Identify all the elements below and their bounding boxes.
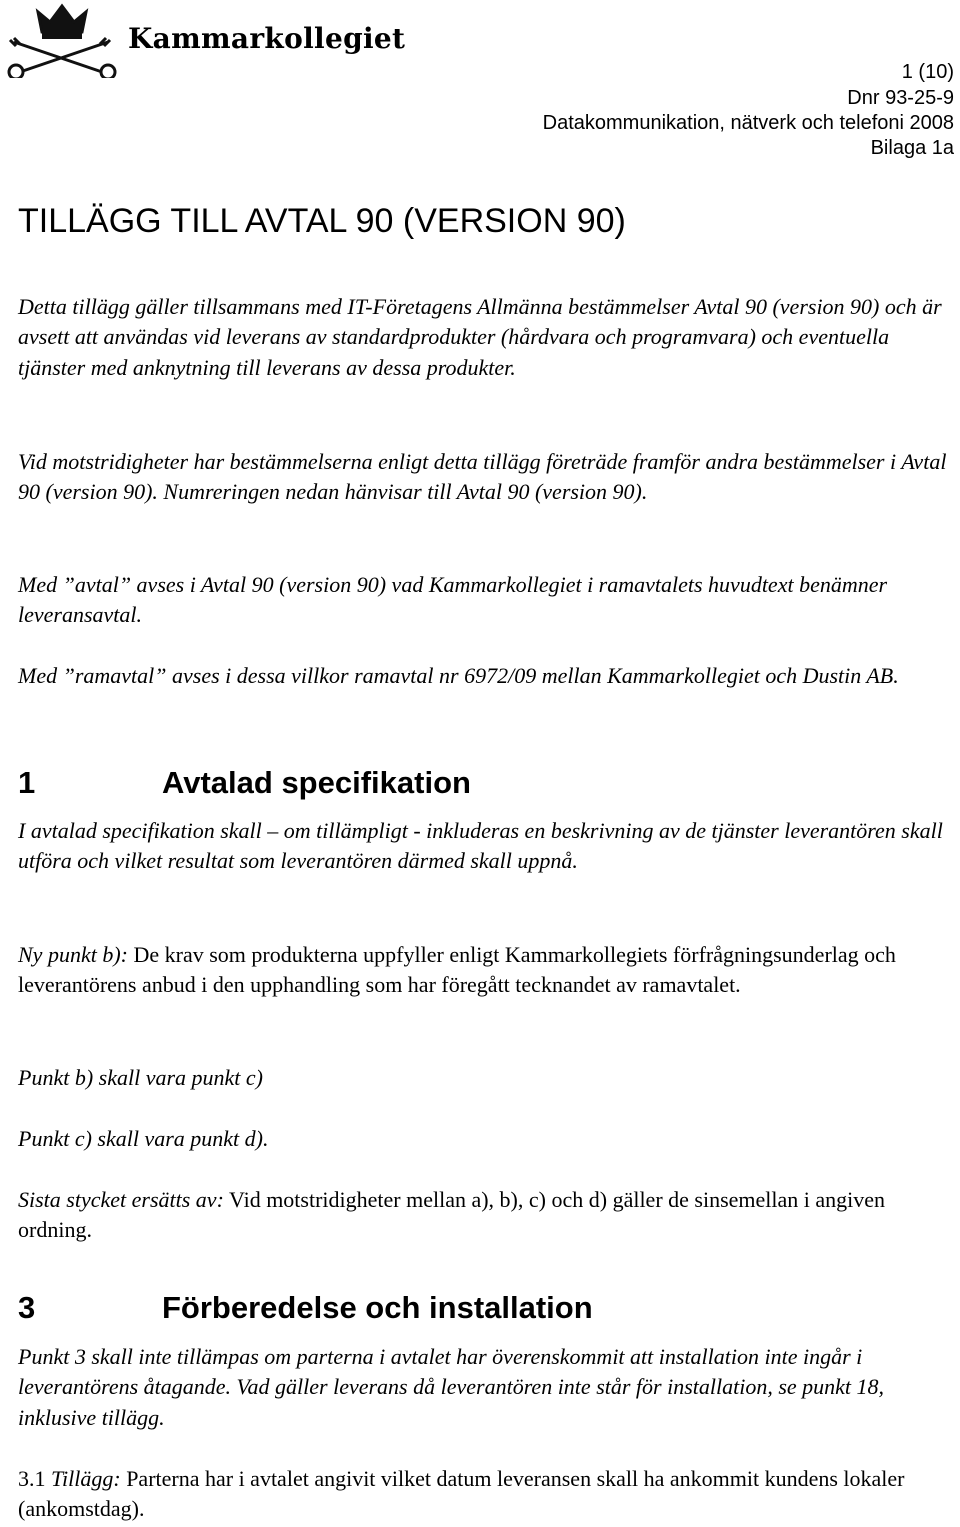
section-number: 1 xyxy=(18,765,36,800)
section-3-paragraph-2 xyxy=(18,1464,948,1525)
crown-keys-emblem-icon xyxy=(4,2,122,78)
section-title: Förberedelse och installation xyxy=(162,1290,593,1325)
intro-paragraph-3: Med ”avtal” avses i Avtal 90 (version 90) vad Kammarkollegiet i ramavtalets huvudtext benämner leveransavtal. xyxy=(18,572,888,628)
intro-paragraph-2: Vid motstridigheter har bestämmelserna enligt detta tillägg företräde framför andra bestämmelser i Avtal 90 (version 90). Numreringen nedan hänvisar till Avtal 90 (version 90). xyxy=(18,449,947,505)
paragraph-text: Vid motstridigheter mellan a), b), c) och d) gäller de sinsemellan i angiven ordning. xyxy=(18,1187,886,1243)
intro-paragraph-1: Detta tillägg gäller tillsammans med IT-Företagens Allmänna bestämmelser Avtal 90 (version 90) och är avsett att användas vid leverans av standardprodukter (hårdvara och programvara) och eventuella tjänster med anknytning till leverans av dessa produkter. xyxy=(18,294,942,380)
paragraph-label: Tillägg: xyxy=(45,1466,121,1491)
intro-paragraph-4: Med ”ramavtal” avses i dessa villkor ramavtal nr 6972/09 mellan Kammarkollegiet och Dustin AB. xyxy=(18,663,899,688)
document-dnr: Dnr 93-25-9 xyxy=(847,87,954,109)
subsection-number: 3.1 xyxy=(18,1466,46,1491)
section-1-paragraph-3: Punkt b) skall vara punkt c) xyxy=(18,1065,263,1090)
section-number: 3 xyxy=(18,1290,36,1325)
logo xyxy=(4,2,406,78)
document-subject: Datakommunikation, nätverk och telefoni 2008 xyxy=(542,112,954,134)
section-1-paragraph-2 xyxy=(18,940,948,1001)
page-number: 1 (10) xyxy=(901,61,954,83)
attachment-label: Bilaga 1a xyxy=(870,137,954,159)
section-1-paragraph-5 xyxy=(18,1185,948,1246)
section-3-paragraph-1: Punkt 3 skall inte tillämpas om parterna i avtalet har överenskommit att installation inte ingår i leverantörens åtagande. Vad gäller leverans då leverantören inte står för installation, se punkt 18, inklusive tillägg. xyxy=(18,1344,885,1430)
paragraph-label: Ny punkt b): xyxy=(18,942,128,967)
logo-wordmark: Kammarkollegiet xyxy=(128,22,406,55)
section-title: Avtalad specifikation xyxy=(162,765,471,800)
section-1-paragraph-4: Punkt c) skall vara punkt d). xyxy=(18,1126,269,1151)
paragraph-text: De krav som produkterna uppfyller enligt Kammarkollegiets förfrågningsunderlag och leverantörens anbud i den upphandling som har föregått tecknandet av ramavtalet. xyxy=(18,942,896,998)
document-title: TILLÄGG TILL AVTAL 90 (VERSION 90) xyxy=(18,202,626,240)
paragraph-label: Sista stycket ersätts av: xyxy=(18,1187,224,1212)
paragraph-text: Parterna har i avtalet angivit vilket datum leveransen skall ha ankommit kundens lokaler (ankomstdag). xyxy=(18,1466,905,1522)
section-1-paragraph-1: I avtalad specifikation skall – om tillämpligt - inkluderas en beskrivning av de tjänster leverantören skall utföra och vilket resultat som leverantören därmed skall uppnå. xyxy=(18,818,943,874)
